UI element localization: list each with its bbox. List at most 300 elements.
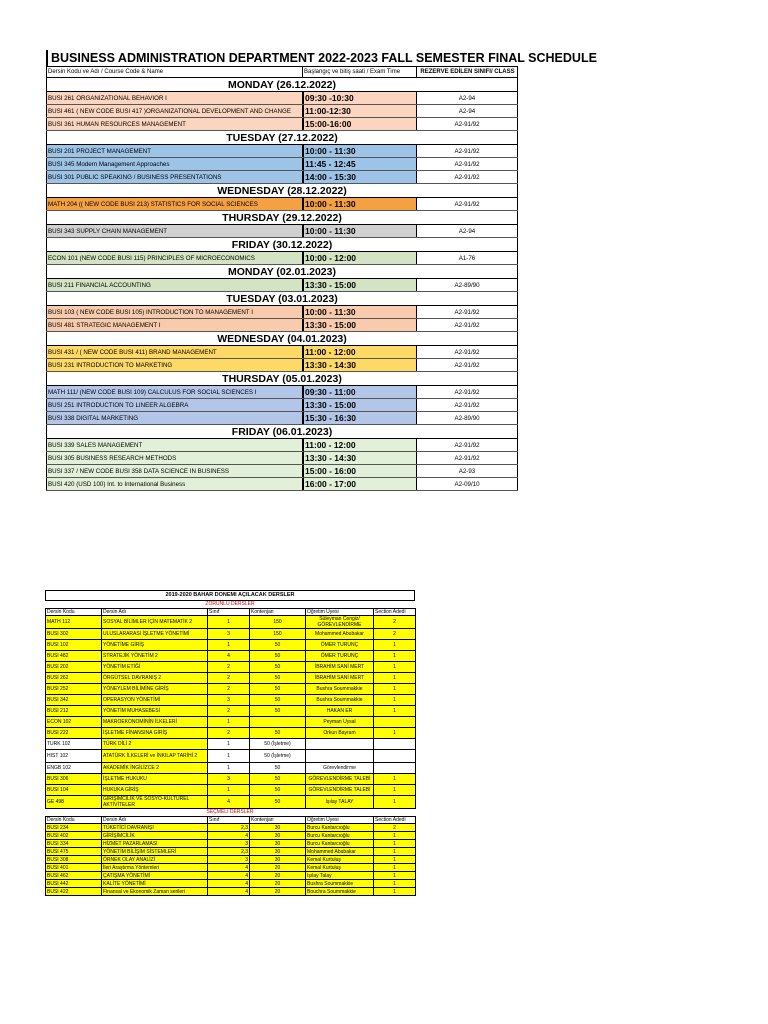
exam-row <box>46 105 518 118</box>
exam-room: A2-91/92 <box>416 118 518 130</box>
course-sections: 1 <box>374 848 416 856</box>
course-name: ÖRGÜTSEL DAVRANIŞ 2 <box>102 673 208 684</box>
final-schedule-sheet <box>46 50 597 491</box>
course-sections: 1 <box>374 684 416 695</box>
header-time: Başlangıç ve bitiş saati / Exam Time <box>302 67 416 77</box>
exam-time: 15:00 - 16:00 <box>302 465 416 477</box>
course-row <box>46 673 416 684</box>
course-code: TURK 102 <box>46 739 102 750</box>
course-year: 4 <box>208 651 250 662</box>
course-sections <box>374 739 416 750</box>
course-name: İleri Araştırma Yöntemleri <box>102 864 208 872</box>
course-sections: 1 <box>374 673 416 684</box>
course-code: BUSI 442 <box>46 880 102 888</box>
course-year: 2 <box>208 684 250 695</box>
course-code: MATH 112 <box>46 616 102 629</box>
course-quota: 50 <box>250 662 306 673</box>
course-row <box>46 796 416 809</box>
course-name: TÜKETİCİ DAVRANIŞI <box>102 824 208 832</box>
course-lecturer: GÖREVLENDİRME TALEBİ <box>306 774 374 785</box>
course-year: 4 <box>208 864 250 872</box>
course-code: GE 498 <box>46 796 102 809</box>
exam-time: 10:00 - 11:30 <box>302 145 416 157</box>
course-year: 4 <box>208 880 250 888</box>
exam-time: 10:00 - 12:00 <box>302 252 416 264</box>
course-lecturer: İBRAHİM SANİ MERT <box>306 673 374 684</box>
column-header: Kontenjan <box>250 817 306 824</box>
day-heading: FRIDAY (06.01.2023) <box>46 425 518 439</box>
course-lecturer: Kemal Kurtuluş <box>306 856 374 864</box>
course-row <box>46 629 416 640</box>
exam-course: BUSI 339 SALES MANAGEMENT <box>46 439 302 451</box>
exam-room: A2-91/92 <box>416 171 518 183</box>
exam-row <box>46 319 518 332</box>
column-header: Öğretim Üyesi <box>306 817 374 824</box>
exam-row <box>46 171 518 184</box>
exam-course: BUSI 305 BUSINESS RESEARCH METHODS <box>46 452 302 464</box>
exam-room: A2-94 <box>416 105 518 117</box>
course-quota: 50 <box>250 796 306 809</box>
course-lecturer: GÖREVLENDİRME TALEBİ <box>306 785 374 796</box>
course-lecturer: Kemal Kurtuluş <box>306 864 374 872</box>
exam-room: A2-91/92 <box>416 346 518 358</box>
exam-time: 14:00 - 15:30 <box>302 171 416 183</box>
exam-time: 15:00-16:00 <box>302 118 416 130</box>
exam-row <box>46 465 518 478</box>
exam-room: A2-91/92 <box>416 452 518 464</box>
course-year: 1 <box>208 640 250 651</box>
course-code: BUSI 212 <box>46 706 102 717</box>
exam-time: 11:00 - 12:00 <box>302 346 416 358</box>
exam-row <box>46 478 518 491</box>
schedule-title: BUSINESS ADMINISTRATION DEPARTMENT 2022-2023 FALL SEMESTER FINAL SCHEDULE <box>46 50 518 66</box>
offerings-title: 2019-2020 BAHAR DONEMI AÇILACAK DERSLER <box>45 590 415 601</box>
column-header: Sınıf <box>208 609 250 616</box>
course-quota: 50 <box>250 684 306 695</box>
course-row <box>46 832 416 840</box>
course-sections: 1 <box>374 856 416 864</box>
course-code: BUSI 308 <box>46 856 102 864</box>
exam-room: A2-91/92 <box>416 386 518 398</box>
course-quota <box>250 717 306 728</box>
course-year: 4 <box>208 832 250 840</box>
course-row <box>46 616 416 629</box>
course-row <box>46 872 416 880</box>
course-year: 3 <box>208 840 250 848</box>
exam-room: A2-89/90 <box>416 412 518 424</box>
course-sections: 2 <box>374 616 416 629</box>
table-header-row <box>46 817 416 824</box>
column-header: Section Adedi <box>374 609 416 616</box>
course-code: BUSI 104 <box>46 785 102 796</box>
exam-row <box>46 399 518 412</box>
course-name: YÖNETİME GİRİŞ <box>102 640 208 651</box>
header-class: REZERVE EDİLEN SINIFI/ CLASS <box>416 67 518 77</box>
course-sections: 1 <box>374 880 416 888</box>
exam-row <box>46 306 518 319</box>
course-year: 1 <box>208 763 250 774</box>
course-quota: 50 (İşletme) <box>250 750 306 763</box>
day-heading: WEDNESDAY (28.12.2022) <box>46 184 518 198</box>
exam-time: 10:00 - 11:30 <box>302 225 416 237</box>
course-lecturer: Bushra Soummakkie <box>306 880 374 888</box>
course-name: YÖNETİM BİLİŞİM SİSTEMLERİ <box>102 848 208 856</box>
course-quota: 50 <box>250 651 306 662</box>
course-quota: 50 <box>250 695 306 706</box>
exam-course: BUSI 361 HUMAN RESOURCES MANAGEMENT <box>46 118 302 130</box>
exam-room: A2-93 <box>416 465 518 477</box>
day-heading: THURSDAY (05.01.2023) <box>46 372 518 386</box>
course-sections: 1 <box>374 832 416 840</box>
course-sections: 1 <box>374 695 416 706</box>
course-row <box>46 695 416 706</box>
course-name: TÜRK DİLİ 2 <box>102 739 208 750</box>
course-lecturer: ÖMER TURUNÇ <box>306 651 374 662</box>
course-row <box>46 706 416 717</box>
course-quota: 20 <box>250 880 306 888</box>
course-year: 3 <box>208 695 250 706</box>
course-year: 1 <box>208 785 250 796</box>
day-heading: THURSDAY (29.12.2022) <box>46 211 518 225</box>
course-row <box>46 728 416 739</box>
day-heading: WEDNESDAY (04.01.2023) <box>46 332 518 346</box>
exam-course: BUSI 301 PUBLIC SPEAKING / BUSINESS PRESENTATIONS <box>46 171 302 183</box>
table-header-row <box>46 609 416 616</box>
course-sections: 1 <box>374 872 416 880</box>
column-header: Kontenjan <box>250 609 306 616</box>
course-lecturer <box>306 750 374 763</box>
course-lecturer: Mohammed Abubakar <box>306 848 374 856</box>
exam-time: 13:30 - 15:00 <box>302 279 416 291</box>
course-code: BUSI 422 <box>46 888 102 896</box>
exam-row <box>46 92 518 105</box>
course-name: HUKUKA GİRİŞ <box>102 785 208 796</box>
course-lecturer: Bouchra Soummakkie <box>306 888 374 896</box>
course-name: ATATÜRK İLKELERİ ve İNKILAP TARİHİ 2 <box>102 750 208 763</box>
course-year: 2,3 <box>208 824 250 832</box>
exam-room: A2-91/92 <box>416 145 518 157</box>
exam-course: BUSI 461 ( NEW CODE BUSI 417 )ORGANIZATIONAL DEVELOPMENT AND CHANGE <box>46 105 302 117</box>
course-sections: 1 <box>374 728 416 739</box>
elective-table <box>45 816 416 896</box>
course-quota: 30 <box>250 832 306 840</box>
mandatory-label: ZORUNLU DERSLER <box>205 601 255 607</box>
course-row <box>46 750 416 763</box>
course-lecturer: Peyman Uysal <box>306 717 374 728</box>
course-sections: 1 <box>374 840 416 848</box>
course-year: 4 <box>208 796 250 809</box>
day-heading: MONDAY (26.12.2022) <box>46 78 518 92</box>
course-quota: 50 <box>250 640 306 651</box>
course-lecturer: İBRAHİM SANİ MERT <box>306 662 374 673</box>
course-lecturer: Bushra Soummakkie <box>306 684 374 695</box>
exam-course: MATH 204 (( NEW CODE BUSI 213) STATISTICS FOR SOCIAL SCIENCES <box>46 198 302 210</box>
course-row <box>46 640 416 651</box>
course-sections: 1 <box>374 662 416 673</box>
exam-course: ECON 101 (NEW CODE BUSI 115) PRINCIPLES OF MICROECONOMICS <box>46 252 302 264</box>
course-year: 2 <box>208 662 250 673</box>
course-year: 4 <box>208 872 250 880</box>
course-code: BUSI 306 <box>46 774 102 785</box>
elective-label: SEÇMELİ DERSLER <box>206 809 254 815</box>
exam-room: A2-91/92 <box>416 319 518 331</box>
mandatory-table <box>45 608 416 809</box>
exam-course: BUSI 345 Modern Management Approaches <box>46 158 302 170</box>
exam-course: BUSI 251 INTRODUCTION TO LINEER ALGEBRA <box>46 399 302 411</box>
day-heading: FRIDAY (30.12.2022) <box>46 238 518 252</box>
course-row <box>46 651 416 662</box>
course-year: 3 <box>208 629 250 640</box>
course-year: 2 <box>208 673 250 684</box>
course-year: 1 <box>208 616 250 629</box>
course-name: STRATEJİK YÖNETİM 2 <box>102 651 208 662</box>
course-lecturer: Orkun Bayram <box>306 728 374 739</box>
day-heading: MONDAY (02.01.2023) <box>46 265 518 279</box>
exam-room: A2-91/92 <box>416 439 518 451</box>
course-quota: 20 <box>250 864 306 872</box>
exam-room: A2-89/90 <box>416 279 518 291</box>
course-sections: 1 <box>374 774 416 785</box>
course-name: ÇATIŞMA YÖNETİMİ <box>102 872 208 880</box>
course-lecturer: Burcu Kantarcıoğlu <box>306 832 374 840</box>
course-year: 1 <box>208 750 250 763</box>
course-lecturer: Bushra Soummakkie <box>306 695 374 706</box>
column-header: Dersin Adı <box>102 609 208 616</box>
course-sections: 1 <box>374 785 416 796</box>
exam-row <box>46 279 518 292</box>
course-name: SOSYAL BİLİMLER İÇİN MATEMATİK 2 <box>102 616 208 629</box>
course-quota: 50 <box>250 728 306 739</box>
exam-row <box>46 118 518 131</box>
course-name: İŞLETME FİNANSINA GİRİŞ <box>102 728 208 739</box>
exam-course: MATH 111/ (NEW CODE BUSI 109) CALCULUS FOR SOCIAL SCIENCES I <box>46 386 302 398</box>
course-name: ULUSLARARASI İŞLETME YÖNETİMİ <box>102 629 208 640</box>
course-row <box>46 739 416 750</box>
exam-time: 15:30 - 16:30 <box>302 412 416 424</box>
exam-course: BUSI 231 INTRODUCTION TO MARKETING <box>46 359 302 371</box>
course-name: Finansal ve Ekonomik Zaman serileri <box>102 888 208 896</box>
course-sections: 1 <box>374 640 416 651</box>
exam-time: 10:00 - 11:30 <box>302 306 416 318</box>
column-header: Sınıf <box>208 817 250 824</box>
course-sections: 1 <box>374 888 416 896</box>
course-quota: 20 <box>250 888 306 896</box>
course-quota: 50 <box>250 763 306 774</box>
day-heading: TUESDAY (03.01.2023) <box>46 292 518 306</box>
exam-course: BUSI 343 SUPPLY CHAIN MANAGEMENT <box>46 225 302 237</box>
course-row <box>46 774 416 785</box>
course-lecturer: Işılay TALAY <box>306 796 374 809</box>
exam-room: A2-09/10 <box>416 478 518 490</box>
course-sections <box>374 763 416 774</box>
course-code: BUSI 482 <box>46 651 102 662</box>
exam-course: BUSI 420 (USD 100) Int. to International Business <box>46 478 302 490</box>
course-code: BUSI 202 <box>46 662 102 673</box>
exam-row <box>46 145 518 158</box>
course-sections <box>374 750 416 763</box>
course-code: BUSI 342 <box>46 695 102 706</box>
course-code: BUSI 462 <box>46 872 102 880</box>
course-name: GİRİŞİMCİLİK <box>102 832 208 840</box>
course-row <box>46 785 416 796</box>
exam-row <box>46 346 518 359</box>
course-code: BUSI 222 <box>46 728 102 739</box>
course-quota: 50 <box>250 706 306 717</box>
column-header: Dersin Kodu <box>46 817 102 824</box>
exam-row <box>46 225 518 238</box>
course-lecturer: Mohammed Abubakar <box>306 629 374 640</box>
course-quota: 20 <box>250 872 306 880</box>
course-quota: 30 <box>250 824 306 832</box>
course-quota: 30 <box>250 848 306 856</box>
exam-time: 13:30 - 15:00 <box>302 319 416 331</box>
course-year: 4 <box>208 888 250 896</box>
exam-time: 13:30 - 15:00 <box>302 399 416 411</box>
exam-time: 13:30 - 14:30 <box>302 359 416 371</box>
day-heading: TUESDAY (27.12.2022) <box>46 131 518 145</box>
header-course: Dersin Kodu ve Adı / Course Code & Name <box>46 67 302 77</box>
exam-room: A2-91/92 <box>416 198 518 210</box>
schedule-header-row <box>46 66 518 78</box>
course-row <box>46 840 416 848</box>
course-lecturer: Görevlendirme <box>306 763 374 774</box>
course-name: ÖRNEK OLAY ANALİZİ <box>102 856 208 864</box>
course-name: İŞLETME HUKUKU <box>102 774 208 785</box>
exam-course: BUSI 211 FINANCIAL ACCOUNTING <box>46 279 302 291</box>
course-offerings-sheet <box>45 590 415 896</box>
course-code: BUSI 401 <box>46 864 102 872</box>
course-sections: 1 <box>374 796 416 809</box>
exam-row <box>46 386 518 399</box>
exam-row <box>46 359 518 372</box>
course-name: YÖNETİM MUHASEBESİ <box>102 706 208 717</box>
course-code: ENGB 102 <box>46 763 102 774</box>
course-quota: 50 (İşletme) <box>250 739 306 750</box>
course-row <box>46 848 416 856</box>
course-row <box>46 684 416 695</box>
exam-room: A2-91/92 <box>416 158 518 170</box>
course-sections: 1 <box>374 651 416 662</box>
exam-row <box>46 452 518 465</box>
exam-course: BUSI 261 ORGANIZATIONAL BEHAVIOR I <box>46 92 302 104</box>
course-quota: 30 <box>250 856 306 864</box>
course-name: HİZMET PAZARLAMASI <box>102 840 208 848</box>
column-header: Section Adedi <box>374 817 416 824</box>
course-name: MAKROEKONOMİNİN İLKELERİ <box>102 717 208 728</box>
course-sections: 2 <box>374 629 416 640</box>
column-header: Dersin Adı <box>102 817 208 824</box>
course-year: 3 <box>208 856 250 864</box>
course-year: 3 <box>208 774 250 785</box>
course-sections: 1 <box>374 864 416 872</box>
course-lecturer: Işılay Talay <box>306 872 374 880</box>
exam-time: 11:00 - 12:00 <box>302 439 416 451</box>
course-quota: 50 <box>250 774 306 785</box>
course-code: ECON 102 <box>46 717 102 728</box>
course-sections <box>374 717 416 728</box>
course-lecturer: ÖMER TURUNÇ <box>306 640 374 651</box>
course-year: 2 <box>208 728 250 739</box>
exam-time: 09:30 -10:30 <box>302 92 416 104</box>
course-year: 2 <box>208 706 250 717</box>
course-code: BUSI 102 <box>46 640 102 651</box>
course-sections: 1 <box>374 706 416 717</box>
course-row <box>46 824 416 832</box>
course-code: BUSI 262 <box>46 673 102 684</box>
exam-room: A2-91/92 <box>416 359 518 371</box>
exam-time: 13:30 - 14:30 <box>302 452 416 464</box>
course-name: YÖNEYLEM BİLİMİNE GİRİŞ <box>102 684 208 695</box>
exam-room: A1-76 <box>416 252 518 264</box>
exam-course: BUSI 431 / ( NEW CODE BUSI 411) BRAND MANAGEMENT <box>46 346 302 358</box>
exam-course: BUSI 481 STRATEGIC MANAGEMENT I <box>46 319 302 331</box>
course-name: AKADEMİK İNGİLİZCE 2 <box>102 763 208 774</box>
course-code: BUSI 234 <box>46 824 102 832</box>
exam-time: 16:00 - 17:00 <box>302 478 416 490</box>
exam-course: BUSI 201 PROJECT MANAGEMENT <box>46 145 302 157</box>
course-year: 1 <box>208 717 250 728</box>
exam-row <box>46 412 518 425</box>
exam-room: A2-91/92 <box>416 399 518 411</box>
course-lecturer: Burcu Kantarcıoğlu <box>306 840 374 848</box>
exam-row <box>46 198 518 211</box>
course-code: BUSI 252 <box>46 684 102 695</box>
schedule-body <box>46 78 518 491</box>
course-name: OPERASYON YÖNETİMİ <box>102 695 208 706</box>
course-row <box>46 880 416 888</box>
course-row <box>46 864 416 872</box>
course-name: YÖNETİM ETİĞİ <box>102 662 208 673</box>
exam-row <box>46 158 518 171</box>
exam-room: A2-94 <box>416 225 518 237</box>
course-name: GİRİŞİMCİLİK VE SOSYO-KÜLTÜREL AKTİVİTELER <box>102 796 208 809</box>
course-code: BUSI 402 <box>46 832 102 840</box>
exam-time: 09:30 - 11:00 <box>302 386 416 398</box>
course-lecturer: Burcu Kantarcıoğlu <box>306 824 374 832</box>
course-quota: 150 <box>250 616 306 629</box>
course-year: 2,3 <box>208 848 250 856</box>
course-row <box>46 662 416 673</box>
course-quota: 50 <box>250 673 306 684</box>
course-sections: 2 <box>374 824 416 832</box>
course-row <box>46 717 416 728</box>
column-header: Dersin Kodu <box>46 609 102 616</box>
exam-time: 10:00 - 11:30 <box>302 198 416 210</box>
exam-row <box>46 439 518 452</box>
course-lecturer <box>306 739 374 750</box>
exam-time: 11:00-12:30 <box>302 105 416 117</box>
exam-room: A2-94 <box>416 92 518 104</box>
course-code: BUSI 475 <box>46 848 102 856</box>
course-row <box>46 763 416 774</box>
course-lecturer: HAKAN ER <box>306 706 374 717</box>
course-row <box>46 888 416 896</box>
column-header: Öğretim Üyesi <box>306 609 374 616</box>
course-code: BUSI 334 <box>46 840 102 848</box>
exam-room: A2-91/92 <box>416 306 518 318</box>
course-name: KALİTE YÖNETİMİ <box>102 880 208 888</box>
exam-course: BUSI 338 DIGITAL MARKETING <box>46 412 302 424</box>
exam-time: 11:45 - 12:45 <box>302 158 416 170</box>
course-quota: 30 <box>250 840 306 848</box>
course-quota: 150 <box>250 629 306 640</box>
course-code: BUSI 302 <box>46 629 102 640</box>
exam-row <box>46 252 518 265</box>
course-quota: 50 <box>250 785 306 796</box>
course-year: 1 <box>208 739 250 750</box>
course-row <box>46 856 416 864</box>
course-code: HIST 102 <box>46 750 102 763</box>
